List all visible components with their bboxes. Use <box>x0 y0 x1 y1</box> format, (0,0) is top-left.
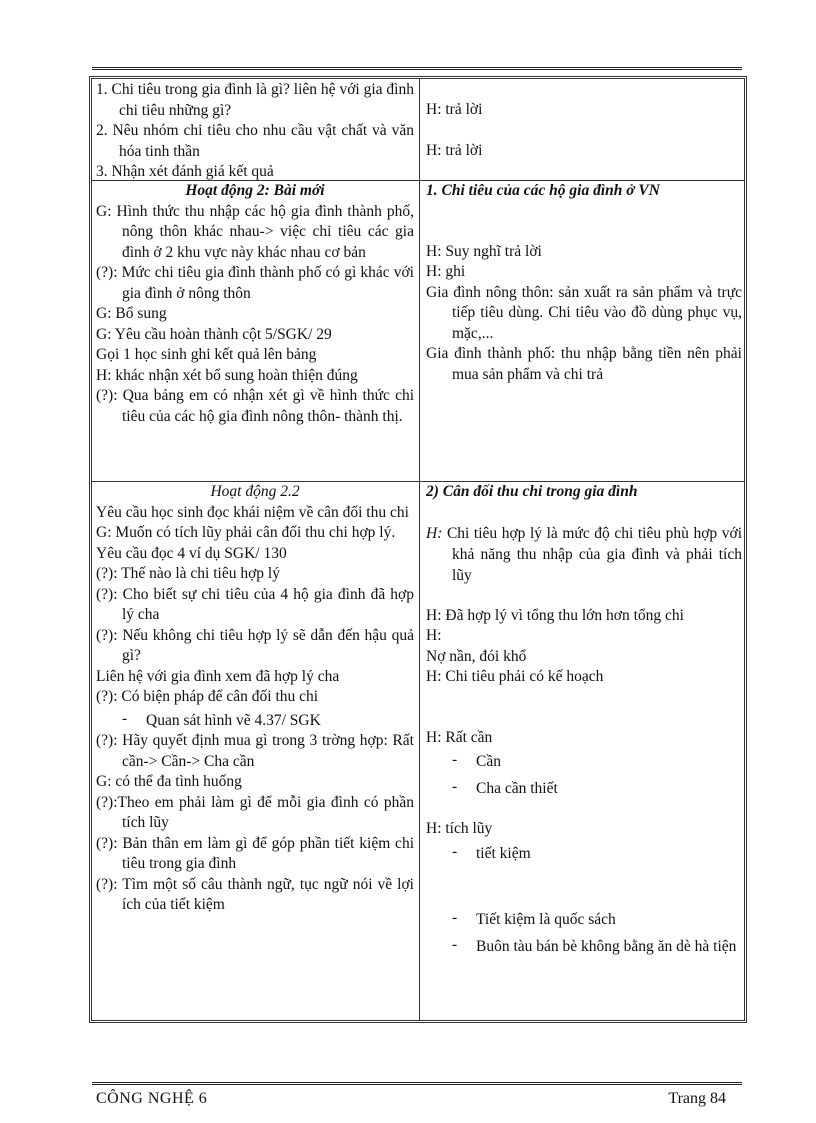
row3-line-14: (?): Tìm một số câu thành ngữ, tục ngữ nói về lợi ích của tiết kiệm <box>96 875 414 913</box>
row3-right-line-8: - Cha cần thiết <box>426 779 742 800</box>
row3-line-13: (?): Bản thân em làm gì để góp phần tiết kiệm chi tiêu trong gia đình <box>96 834 414 872</box>
row3-right-line-4: Nợ nần, đói khổ <box>426 647 527 665</box>
row2-line-5: Gọi 1 học sinh ghi kết quả lên bảng <box>96 346 317 363</box>
footer-rule <box>92 1082 742 1085</box>
lesson-table <box>89 76 747 1023</box>
row1-right-cell <box>426 100 742 161</box>
activity-2-heading: Hoạt động 2: Bài mới <box>185 182 325 199</box>
row3-line-1: Yêu cầu học sinh đọc khái niệm về cân đối thu chi <box>96 503 409 521</box>
row2-line-4: G: Yêu cầu hoàn thành cột 5/SGK/ 29 <box>96 325 332 343</box>
row3-line-11: G: có thể đa tình huống <box>96 773 242 790</box>
row2-line-2: (?): Mức chi tiêu gia đình thành phố có gì khác với gia đình ở nông thôn <box>96 264 414 302</box>
activity-2-2-heading: Hoạt động 2.2 <box>210 483 300 500</box>
row3-line-2: G: Muốn có tích lũy phải cân đối thu chi hợp lý. <box>96 524 396 541</box>
row2-right-line-3: Gia đình nông thôn: sản xuất ra sản phẩm và trực tiếp tiêu dùng. Chi tiêu vào đồ dùng phục vụ, mặc,... <box>426 283 742 342</box>
question-2: 2. Nêu nhóm chi tiêu cho nhu cầu vật chất và văn hóa tinh thần <box>96 122 414 160</box>
row3-right-cell <box>426 482 742 957</box>
row2-line-1: G: Hình thức thu nhập các hộ gia đình thành phố, nông thôn khác nhau-> việc chi tiêu các gia đình ở 2 khu vực này khác nhau cơ bản <box>96 202 414 261</box>
row3-right-line-11: - Tiết kiệm là quốc sách <box>426 910 742 931</box>
row3-right-line-7: - Cần <box>426 752 742 773</box>
row3-line-5: (?): Cho biết sự chi tiêu của 4 hộ gia đình đã hợp lý cha <box>96 585 414 623</box>
row3-right-line-5: H: Chi tiêu phải có kế hoạch <box>426 668 604 685</box>
row3-line-12: (?):Theo em phải làm gì để mỗi gia đình có phần tích lũy <box>96 793 414 831</box>
row2-right-line-4: Gia đình thành phố: thu nhập bằng tiền nên phải mua sản phẩm và chi trả <box>426 345 742 383</box>
row3-right-line-10: - tiết kiệm <box>426 844 742 865</box>
question-3: 3. Nhận xét đánh giá kết quả <box>96 163 274 180</box>
row2-right-line-2: H: ghi <box>426 263 466 280</box>
row2-right-line-1: H: Suy nghĩ trả lời <box>426 242 542 260</box>
row2-line-3: G: Bổ sung <box>96 305 167 322</box>
row1-left-cell <box>96 80 414 183</box>
row3-right-line-12: - Buôn tàu bán bè không bằng ăn dè hà tiện <box>426 937 742 958</box>
row3-right-h-text: Chi tiêu hợp lý là mức độ chi tiêu phù hợp với khả năng thu nhập của gia đình và phải tích lũy <box>446 524 743 584</box>
answer-2: H: trả lời <box>426 141 483 159</box>
row3-right-line-1 <box>426 523 742 586</box>
row3-line-4: (?): Thế nào là chi tiêu hợp lý <box>96 565 280 582</box>
row3-right-h-prefix: H: <box>426 524 443 542</box>
row3-line-3: Yêu cầu đọc 4 ví dụ SGK/ 130 <box>96 544 287 562</box>
footer-page-number: Trang 84 <box>668 1090 726 1107</box>
section-2-heading: 2) Cân đối thu chi trong gia đình <box>426 483 638 500</box>
row2-right-cell <box>426 181 742 385</box>
header-rule <box>92 67 742 70</box>
row3-right-line-9: H: tích lũy <box>426 820 493 837</box>
footer-subject: CÔNG NGHỆ 6 <box>96 1090 208 1107</box>
row3-right-line-6: H: Rất cần <box>426 728 493 746</box>
row2-left-cell <box>96 181 414 427</box>
section-1-heading: 1. Chi tiêu của các hộ gia đình ở VN <box>426 182 660 199</box>
row3-line-8: (?): Có biện pháp để cân đối thu chi <box>96 688 319 705</box>
row2-line-7: (?): Qua bảng em có nhận xét gì về hình thức chi tiêu của các hộ gia đình nông thôn- thành thị. <box>96 387 414 425</box>
answer-1: H: trả lời <box>426 101 483 118</box>
row3-line-9: - Quan sát hình vẽ 4.37/ SGK <box>96 711 414 732</box>
row3-line-6: (?): Nếu không chi tiêu hợp lý sẽ dẫn đến hậu quả gì? <box>96 626 414 664</box>
column-divider <box>419 79 420 1020</box>
row3-right-line-3: H: <box>426 627 442 644</box>
question-1: 1. Chi tiêu trong gia đình là gì? liên hệ với gia đình chi tiêu những gì? <box>96 81 414 119</box>
row2-line-6: H: khác nhận xét bổ sung hoàn thiện đúng <box>96 366 358 384</box>
row3-right-line-2: H: Đã hợp lý vì tổng thu lớn hơn tổng chi <box>426 606 684 624</box>
row3-line-7: Liên hệ với gia đình xem đã hợp lý cha <box>96 667 340 685</box>
row3-left-cell <box>96 482 414 916</box>
row3-line-10: (?): Hãy quyết định mua gì trong 3 trờng hợp: Rất cần-> Cần-> Cha cần <box>96 732 414 770</box>
